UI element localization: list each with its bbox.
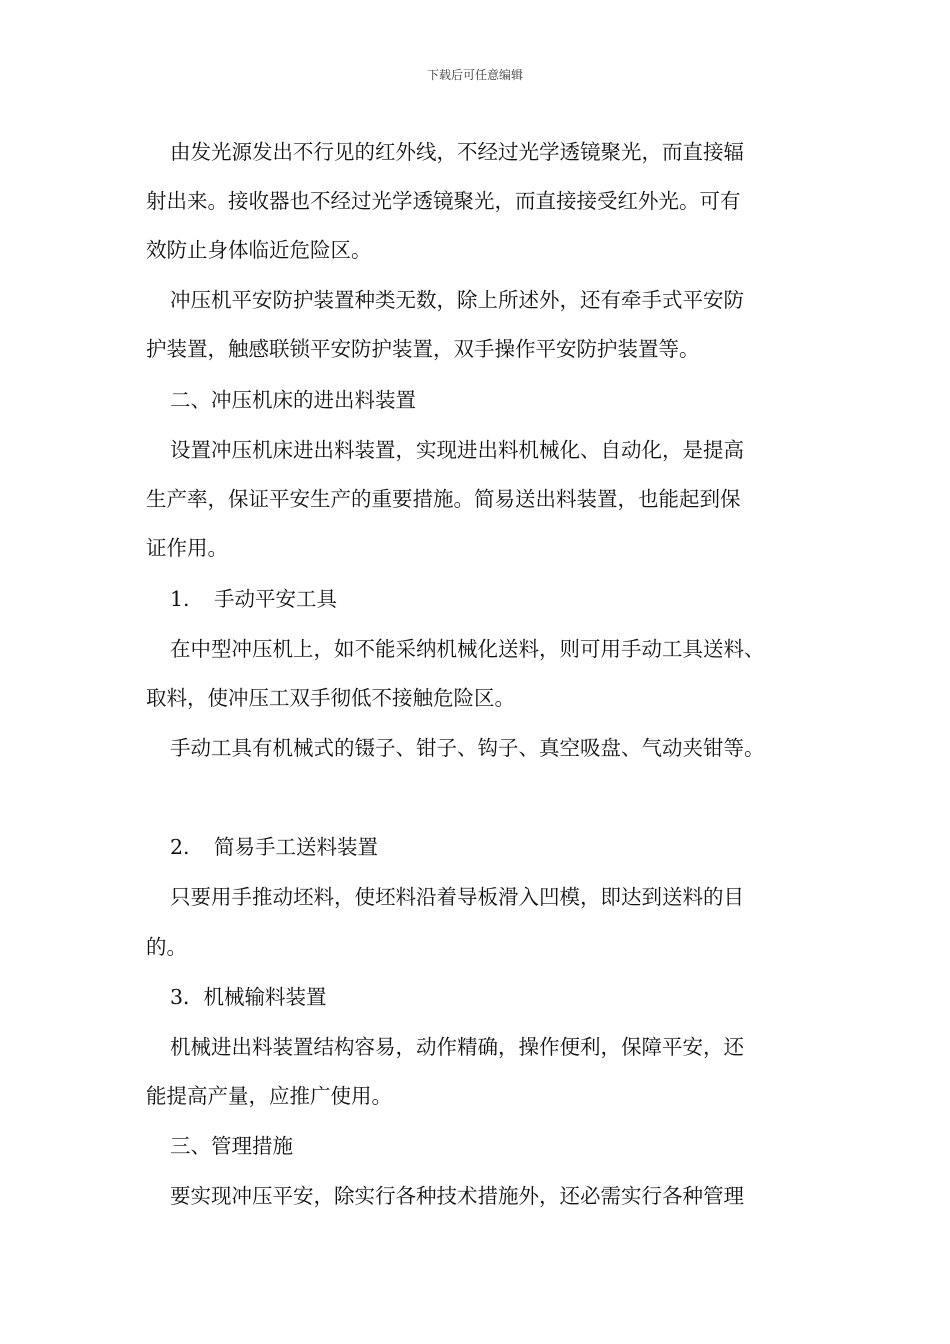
numbered-heading xyxy=(170,832,860,862)
numbered-heading: 3．机械输料装置 xyxy=(170,985,327,1009)
heading-text: 简易手工送料装置 xyxy=(214,835,378,859)
body-line: 冲压机平安防护装置种类无数，除上所述外，还有牵手式平安防 xyxy=(170,288,744,312)
body-line: 由发光源发出不行见的红外线，不经过光学透镜聚光，而直接辐 xyxy=(170,140,744,164)
page-header: 下载后可任意编辑 xyxy=(426,68,523,82)
body-line: 手动工具有机械式的镊子、钳子、钩子、真空吸盘、气动夹钳等。 xyxy=(170,736,765,760)
body-line: 在中型冲压机上，如不能采纳机械化送料，则可用手动工具送料、 xyxy=(170,637,765,661)
numbered-heading xyxy=(170,584,860,614)
body-line: 生产率，保证平安生产的重要措施。简易送出料装置，也能起到保 xyxy=(146,487,741,511)
body-line: 能提高产量，应推广使用。 xyxy=(146,1084,392,1108)
body-line: 机械进出料装置结构容易，动作精确，操作便利，保障平安，还 xyxy=(170,1035,744,1059)
heading-text: 手动平安工具 xyxy=(214,587,337,611)
body-line: 射出来。接收器也不经过光学透镜聚光，而直接接受红外光。可有 xyxy=(146,189,741,213)
body-line: 只要用手推动坯料，使坯料沿着导板滑入凹模，即达到送料的目 xyxy=(170,885,744,909)
section-heading: 二、冲压机床的进出料装置 xyxy=(170,388,416,412)
section-heading: 三、管理措施 xyxy=(170,1134,293,1158)
body-line: 取料，使冲压工双手彻低不接触危险区。 xyxy=(146,686,515,710)
body-line: 的。 xyxy=(146,935,187,959)
body-line: 证作用。 xyxy=(146,536,228,560)
body-line: 护装置，触感联锁平安防护装置，双手操作平安防护装置等。 xyxy=(146,337,700,361)
body-line: 要实现冲压平安，除实行各种技术措施外，还必需实行各种管理 xyxy=(170,1184,744,1208)
heading-number: 2. xyxy=(170,835,190,859)
heading-number: 1. xyxy=(170,587,190,611)
body-line: 设置冲压机床进出料装置，实现进出料机械化、自动化，是提高 xyxy=(170,438,744,462)
body-line: 效防止身体临近危险区。 xyxy=(146,238,372,262)
